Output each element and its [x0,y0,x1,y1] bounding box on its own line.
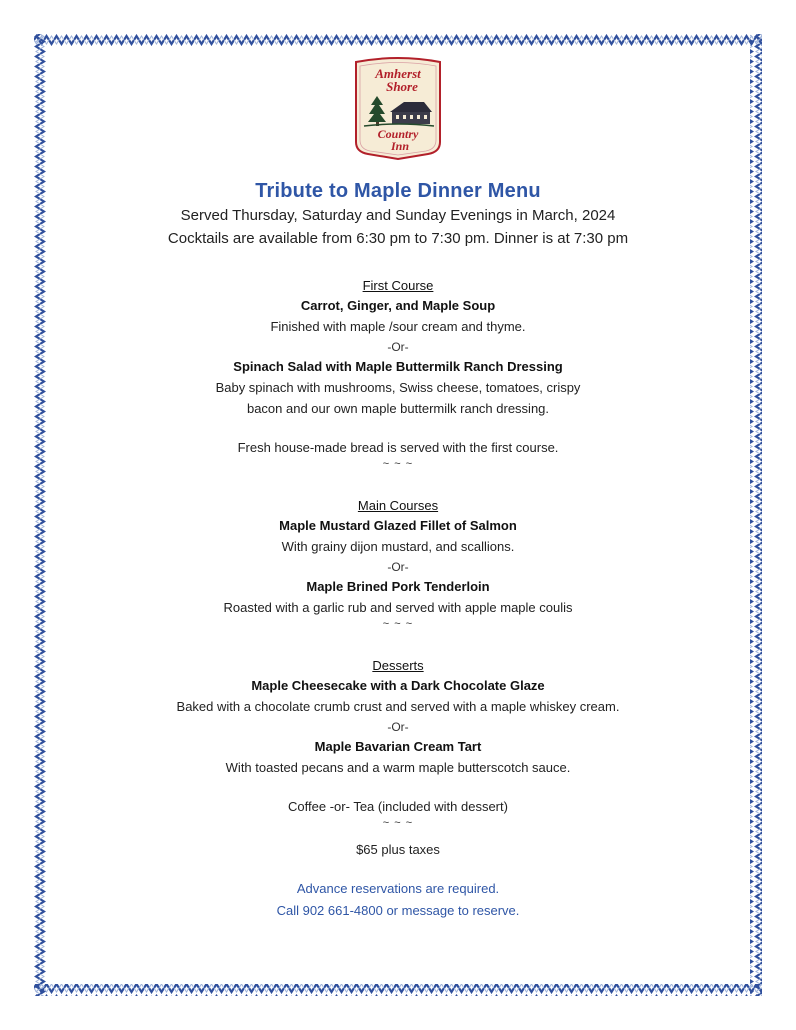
dessert-divider: ~ ~ ~ [382,817,414,829]
first-course-or: -Or- [387,340,409,354]
price: $65 plus taxes [356,842,440,857]
coffee-tea: Coffee -or- Tea (included with dessert) [288,799,508,814]
first-course-heading: First Course [362,278,434,293]
first-course-dish2-desc1: Baby spinach with mushrooms, Swiss cheese, tomatoes, crispy [215,380,581,395]
first-course-bread: Fresh house-made bread is served with the first course. [237,440,559,455]
cocktail-times: Cocktails are available from 6:30 pm to 7:30 pm. Dinner is at 7:30 pm [167,230,629,247]
main-course-or: -Or- [387,560,409,574]
first-course-divider: ~ ~ ~ [382,458,414,470]
reservation-notice: Advance reservations are required. [296,881,500,896]
reservation-phone: Call 902 661-4800 or message to reserve. [276,903,520,918]
logo-text-line3: Country [377,127,419,141]
dessert-dish1-desc: Baked with a chocolate crumb crust and served with a maple whiskey cream. [176,699,620,714]
logo-text-line2: Shore [386,79,418,94]
main-course-dish2-desc: Roasted with a garlic rub and served with apple maple coulis [223,600,573,615]
inn-logo [350,56,446,160]
inn-logo-icon [350,56,446,160]
dessert-dish1: Maple Cheesecake with a Dark Chocolate Glaze [251,678,545,693]
first-course-dish1-desc: Finished with maple /sour cream and thyme. [270,319,526,334]
menu-content [60,56,736,922]
dessert-dish2: Maple Bavarian Cream Tart [314,739,482,754]
dessert-dish2-desc: With toasted pecans and a warm maple butterscotch sauce. [225,760,571,775]
dessert-or: -Or- [387,720,409,734]
logo-text-line1: Amherst [375,66,421,81]
main-course-divider: ~ ~ ~ [382,618,414,630]
menu-title: Tribute to Maple Dinner Menu [255,180,541,202]
main-course-dish1-desc: With grainy dijon mustard, and scallions. [281,539,515,554]
main-course-dish1: Maple Mustard Glazed Fillet of Salmon [279,518,517,533]
main-courses-heading: Main Courses [357,498,439,513]
served-days: Served Thursday, Saturday and Sunday Evenings in March, 2024 [180,207,616,224]
first-course-dish2-desc2: bacon and our own maple buttermilk ranch dressing. [246,401,550,416]
desserts-heading: Desserts [372,658,424,673]
first-course-dish1: Carrot, Ginger, and Maple Soup [300,298,496,313]
first-course-dish2: Spinach Salad with Maple Buttermilk Ranch Dressing [233,359,563,374]
main-course-dish2: Maple Brined Pork Tenderloin [306,579,490,594]
logo-text-line4: Inn [390,139,410,153]
